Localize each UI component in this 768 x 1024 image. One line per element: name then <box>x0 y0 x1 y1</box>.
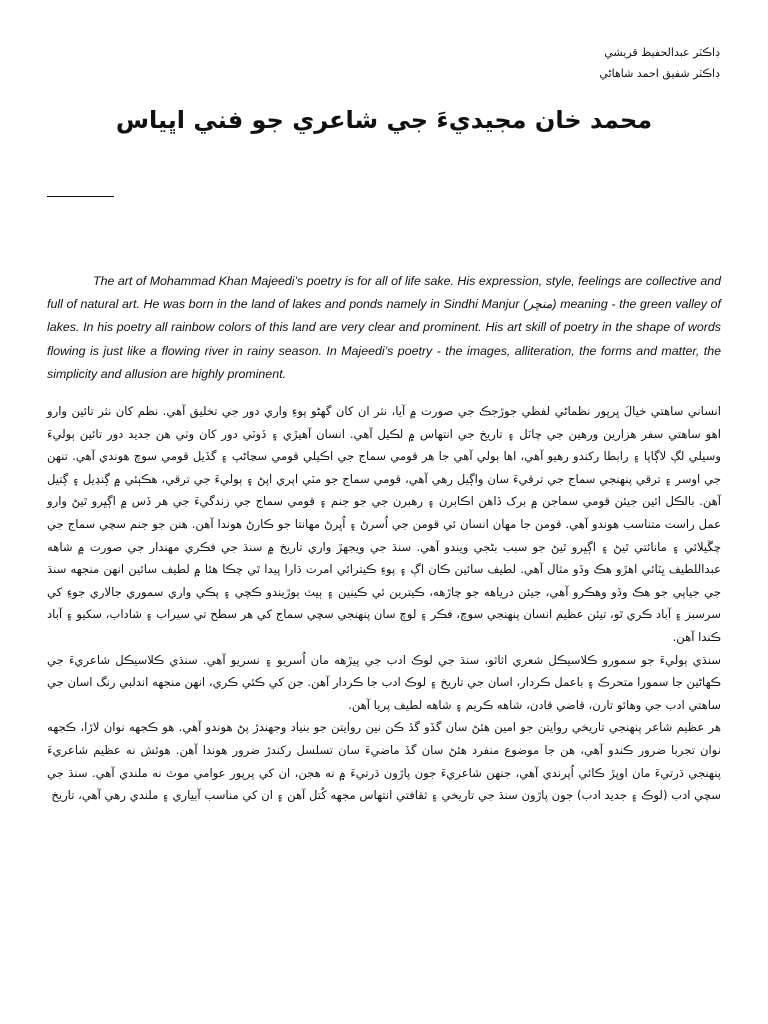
body-paragraph-3: هر عظيم شاعر پنهنجي تاريخي روايتن جو امين هئڻ سان گڏو گڏ ڪن نين روايتن جو بنياد وجهندڙ پڻ هوندو آهي. هو ڪجهه نوان لاڙا، ڪجهه نوان تجربا ضرور ڪندو آهي، هن جا موضوع منفرد هئڻ سان گڏ ماضيءَ سان تسلسل رکندڙ ضرور هوندا آهن. هوئش نه عظيم شاعريءَ پنهنجي ڌرتيءَ مان اوپڙ ڪائي اُپرندي آهي، جنهن شاعريءَ جون پاڙون ڌرتيءَ ۾ نه هجن، ان کي پرپور عوامي موٽ نه ملندي آهي. سنڌ جي سچي ادب (لوڪ ۽ جديد ادب) جون پاڙون سنڌ جي تاريخي ۽ ثقافتي انتهاس مجهه کُتل آهن ۽ ان کي مناسب آبياري ۽ ملندي رهي آهي، تاريخ <box>47 720 721 803</box>
divider-line <box>47 196 114 197</box>
abstract-text: The art of Mohammad Khan Majeedi’s poetry is for all of life sake. His expression, style, feelings are collective and full of natural art. He was born in the land of lakes and ponds namely in Sindhi Manjur (منڇر) meaning - the green valley of lakes. In his poetry all rainbow colors of this land are very clear and prominent. His art skill of poetry in the shape of words flowing is just like a flowing river in rainy season. In Majeedi’s poetry - the images, alliteration, the forms and matter, the simplicity and allusion are highly prominent. <box>47 274 721 381</box>
author-name-1: ڊاڪٽر عبدالحفيظ قريشي <box>604 46 720 59</box>
body-paragraph-1: انساني ساهتي خيالَ ڀرپور نظماڻي لفظي جوڙجڪ جي صورت ۾ آيا، نثر ان کان گهڻو پوءِ واري دور جي تخليق آهي. نظم کان نثر تائين وارو اهو ساهتي سفر هزارين ورهين جي چاٽل ۽ تاريخ جي انتهاس ۾ لڪيل آهي. انسان آهيڙي ۽ ڏوٽي دور کان وٺي هن جديد دور تائين ٻوليءَ وسيلي لڳ لاڳاپا ۽ رابطا رکندو رهيو آهي، اها ٻولي آهي جا هر قومي سماج جي اڪيلي قومي سڃاڻپ ۽ گڏيل قومي سوچ هوندي آهي. تنهن جي اوسر ۽ ترقي پنهنجي سماج جي ترقيءَ سان واڳيل رهي آهي، قومي سماج جو مٽي اپري اپڻ ۽ ٻوليءَ جي ترقي، هڪٻئي ۾ ڳنڍيل ۽ ڳتيل آهن. بالڪل ائين جيئن قومي سماجن ۾ برک ڏاهن اڪابرن ۽ رهبرن جي جو جنم ۽ قومي سماج جي زندگيءَ جي هر ڏس ۾ اڳڀرو ٿيڻ وارو عمل راست متناسب هوندو آهي. قومن جا مهان انسان ئي قومن جي اُسرڻ ۽ اُڀرڻ مهانتا جو ڪارڻ هوندا آهن. هنن جو جنم سچي سماج جي چڱيلائي ۽ مانائتي ٿيڻ ۽ اڳڀرو ٿيڻ جو سبب بڻجي ويندو آهي. سنڌ جي ويجهڙ واري تاريخ ۾ سنڌ جي فڪري مهندار جي صورت ۾ شاهه عبداللطيف ڀٽائي اهڙو هڪ وڏو مثال آهي. لطيف سائين ڪان اڳ ۽ پوءِ ڪيترائي امرت ڌارا پيدا ٿي چڪا هئا ۾ لطيف سائين انهن منجهه سنڌ جي جياپي جو هڪ وڏو وهڪرو آهي، جيئن درياهه جو چاڙهه، ڪيترين ئي ڪينين ۽ ٻيٽ ٻوڙيندو ڪچي ۽ پڪي واري سموري جالاري جوءِ کي سرسبز ۽ آباد ڪري ٿو، تيئن عظيم انسان پنهنجي سوچ، فڪر ۽ لوچ سان پنهنجي سچي سماج کي هر سطح تي سيراب ۽ شاداب، سکيو ۽ آباد ڪندا آهن. <box>47 404 721 644</box>
page-title: محمد خان مجيديءَ جي شاعري جو فني اڀياس <box>115 106 653 134</box>
sindhi-body <box>47 400 721 807</box>
author-block <box>420 42 720 84</box>
author-name-2: ڊاڪٽر شفيق احمد شاهاڻي <box>599 67 720 80</box>
english-abstract <box>47 270 721 386</box>
body-paragraph-2: سنڌي ٻوليءَ جو سمورو ڪلاسيڪل شعري اثاثو، سنڌ جي لوڪ ادب جي پيڙهه مان اُسريو ۽ نسريو آهي. سنڌي ڪلاسيڪل شاعريءَ جي ڪهاڻين جا سمورا متحرڪ ۽ باعمل ڪردار، اسان جي تاريخ ۽ لوڪ ادب جا ڪردار آهن. جن کي ڪئي ڪري، انهن منجهه اندلبي رنگ اسان جي ساهتي ادب جي وهائو تارن، قاضي قادن، شاهه ڪريم ۽ شاهه لطيف پريا آهن. <box>47 652 721 712</box>
